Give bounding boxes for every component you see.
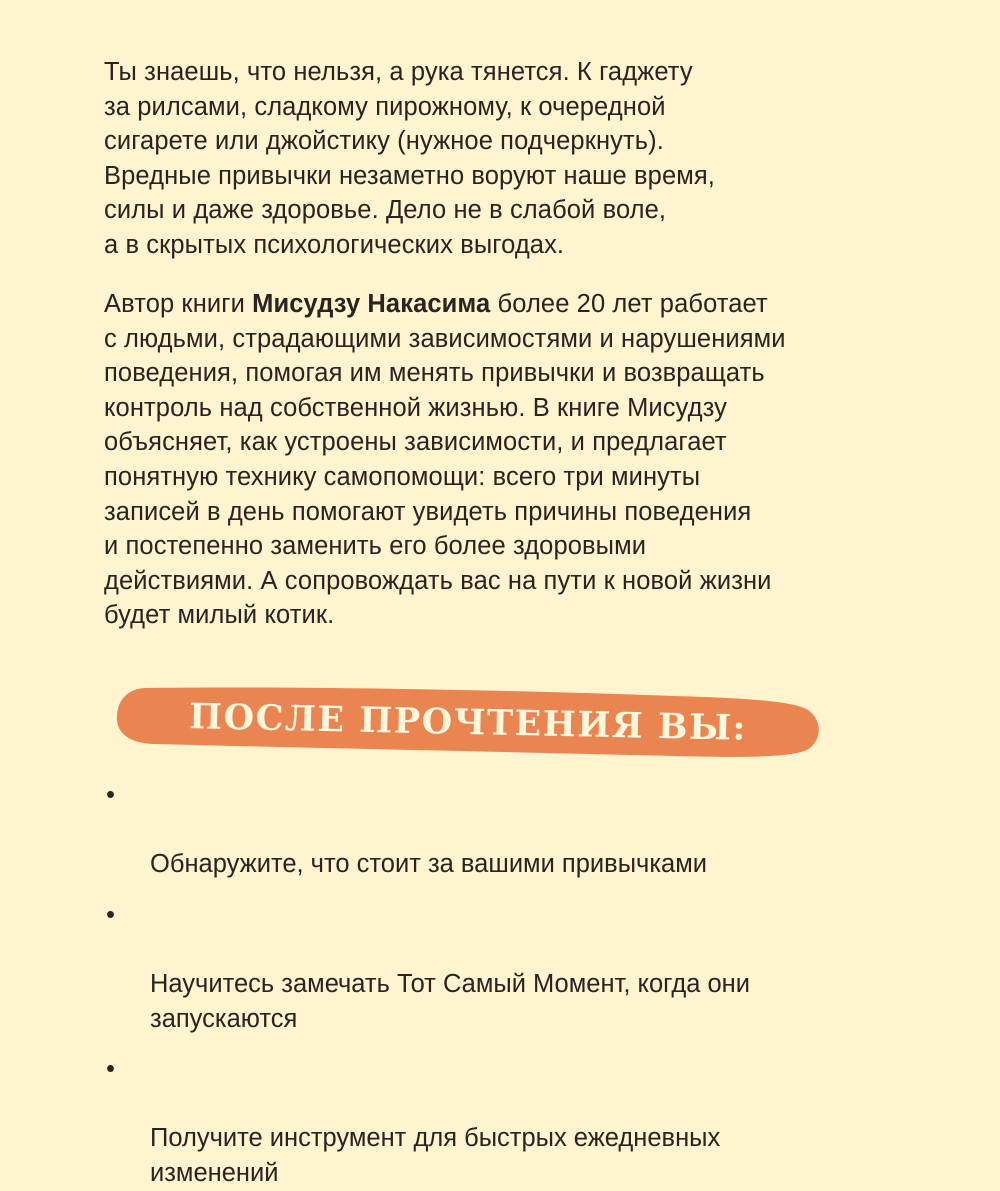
banner-title: ПОСЛЕ ПРОЧТЕНИЯ ВЫ:: [188, 695, 748, 749]
list-item: [104, 778, 904, 882]
list-item-text: Обнаружите, что стоит за вашими привычками: [150, 850, 707, 879]
author-name: Мисудзу Накасима: [252, 290, 491, 318]
intro-paragraph: Ты знаешь, что нельзя, а рука тянется. К гаджету за рилсами, сладкому пирожному, к очередной сигарете или джойстику (нужное подчеркнуть). Вредные привычки незаметно воруют наше время, силы и даже здоровье. Дело не в слабой воле, а в скрытых психологических выгодах.: [104, 58, 715, 259]
list-item: [104, 1052, 904, 1190]
bullet-icon: •: [106, 1055, 115, 1084]
list-item-text: Получите инструмент для быстрых ежедневных изменений: [150, 1124, 721, 1187]
about-text: более 20 лет работает с людьми, страдающими зависимостями и нарушениями поведения, помогая им менять привычки и возвращать контроль над собственной жизнью. В книге Мисудзу объясняет, как устроены зависимости, и предлагает понятную технику самопомощи: всего три минуты записей в день помогают увидеть причины поведения и постепенно заменить его более здоровыми действиями. А сопровождать вас на пути к новой жизни будет милый котик.: [104, 290, 786, 630]
benefits-list: [104, 778, 904, 1191]
about-prefix: Автор книги: [104, 290, 253, 318]
list-item: [104, 898, 904, 1036]
bullet-icon: •: [106, 900, 115, 929]
about-paragraph: [104, 287, 904, 633]
list-item-text: Научитесь замечать Тот Самый Момент, когда они запускаются: [150, 969, 750, 1033]
bullet-icon: •: [106, 781, 115, 809]
after-reading-banner: [114, 684, 822, 760]
